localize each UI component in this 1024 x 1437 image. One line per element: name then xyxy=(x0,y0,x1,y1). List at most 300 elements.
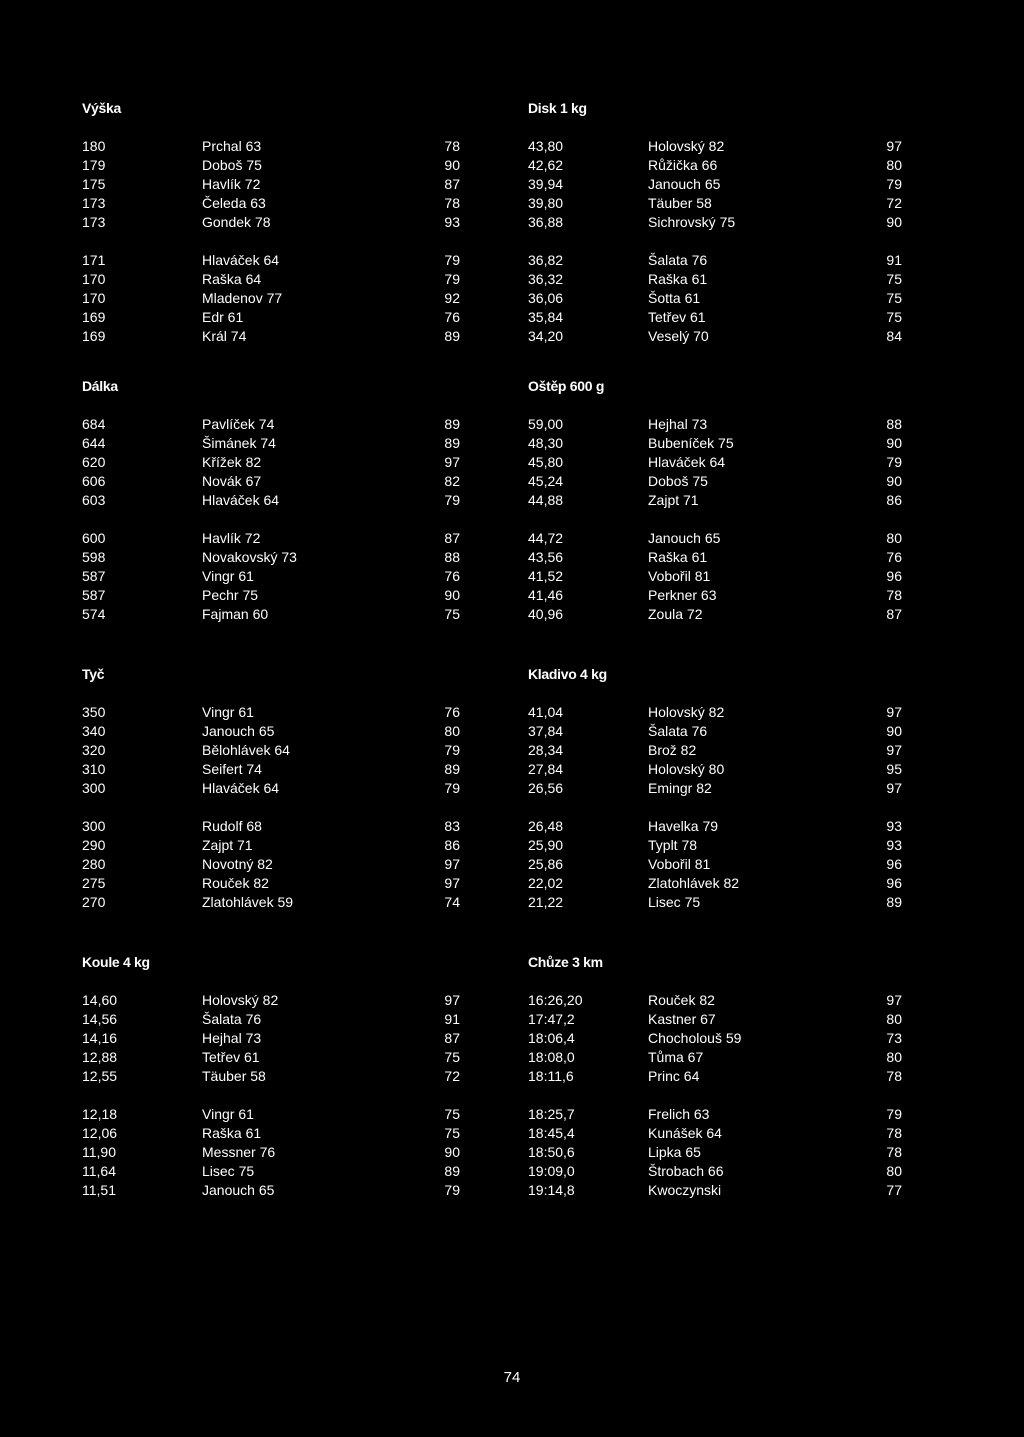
athlete-name: Pavlíček 74 xyxy=(202,416,275,432)
athlete-name: Janouch 65 xyxy=(648,176,721,192)
year: 80 xyxy=(886,157,902,173)
result-row xyxy=(528,567,902,586)
athlete-name: Vingr 61 xyxy=(202,704,254,720)
result-row xyxy=(82,855,460,874)
result-row xyxy=(82,251,460,270)
result-row xyxy=(528,722,902,741)
result-value: 26,48 xyxy=(528,818,564,834)
result-value: 43,80 xyxy=(528,138,564,154)
year: 75 xyxy=(444,1125,460,1141)
result-row xyxy=(82,156,460,175)
result-value: 25,90 xyxy=(528,837,564,853)
athlete-name: Zlatohlávek 59 xyxy=(202,894,294,910)
year: 97 xyxy=(886,704,902,720)
year: 87 xyxy=(886,606,902,622)
athlete-name: Fajman 60 xyxy=(202,606,269,622)
year: 79 xyxy=(444,252,460,268)
result-value: 25,86 xyxy=(528,856,564,872)
result-row xyxy=(528,137,902,156)
year: 80 xyxy=(886,1011,902,1027)
result-row xyxy=(82,1124,460,1143)
year: 97 xyxy=(886,742,902,758)
result-row xyxy=(528,779,902,798)
section-title: Dálka xyxy=(82,378,118,394)
result-row xyxy=(82,472,460,491)
result-row xyxy=(528,251,902,270)
result-value: 41,46 xyxy=(528,587,564,603)
athlete-name: Rouček 82 xyxy=(202,875,269,891)
athlete-name: Křížek 82 xyxy=(202,454,262,470)
athlete-name: Novák 67 xyxy=(202,473,262,489)
result-value: 18:11,6 xyxy=(528,1068,574,1084)
athlete-name: Holovský 80 xyxy=(648,761,725,777)
result-value: 36,32 xyxy=(528,271,564,287)
year: 78 xyxy=(886,1068,902,1084)
year: 89 xyxy=(444,328,460,344)
result-value: 27,84 xyxy=(528,761,564,777)
result-row xyxy=(528,548,902,567)
athlete-name: Doboš 75 xyxy=(648,473,708,489)
athlete-name: Havelka 79 xyxy=(648,818,719,834)
result-row xyxy=(528,703,902,722)
section-title: Tyč xyxy=(82,666,105,682)
result-value: 36,06 xyxy=(528,290,564,306)
athlete-name: Lisec 75 xyxy=(648,894,701,910)
result-row xyxy=(82,453,460,472)
result-row xyxy=(82,741,460,760)
athlete-name: Raška 61 xyxy=(648,549,708,565)
year: 77 xyxy=(886,1182,902,1198)
athlete-name: Janouch 65 xyxy=(202,1182,275,1198)
result-value: 173 xyxy=(82,214,106,230)
result-row xyxy=(528,175,902,194)
year: 75 xyxy=(444,606,460,622)
result-value: 45,24 xyxy=(528,473,564,489)
result-value: 169 xyxy=(82,309,106,325)
athlete-name: Rudolf 68 xyxy=(202,818,262,834)
result-value: 22,02 xyxy=(528,875,564,891)
year: 93 xyxy=(886,837,902,853)
athlete-name: Bělohlávek 64 xyxy=(202,742,290,758)
year: 90 xyxy=(886,435,902,451)
athlete-name: Vingr 61 xyxy=(202,568,254,584)
result-row xyxy=(82,779,460,798)
year: 97 xyxy=(444,992,460,1008)
year: 75 xyxy=(444,1049,460,1065)
result-row xyxy=(528,874,902,893)
result-row xyxy=(82,836,460,855)
year: 89 xyxy=(886,894,902,910)
result-value: 280 xyxy=(82,856,106,872)
athlete-name: Täuber 58 xyxy=(202,1068,266,1084)
result-value: 18:08,0 xyxy=(528,1049,575,1065)
result-row xyxy=(528,1124,902,1143)
athlete-name: Gondek 78 xyxy=(202,214,271,230)
result-row xyxy=(528,836,902,855)
year: 75 xyxy=(444,1106,460,1122)
result-value: 11,64 xyxy=(82,1163,116,1179)
result-row xyxy=(528,194,902,213)
year: 89 xyxy=(444,416,460,432)
year: 80 xyxy=(886,530,902,546)
athlete-name: Havlík 72 xyxy=(202,176,261,192)
result-row xyxy=(528,289,902,308)
result-row xyxy=(528,817,902,836)
year: 86 xyxy=(886,492,902,508)
result-row xyxy=(82,137,460,156)
athlete-name: Havlík 72 xyxy=(202,530,261,546)
result-row xyxy=(82,567,460,586)
result-row xyxy=(528,453,902,472)
result-row xyxy=(82,194,460,213)
year: 90 xyxy=(444,157,460,173)
athlete-name: Messner 76 xyxy=(202,1144,276,1160)
result-row xyxy=(82,308,460,327)
year: 90 xyxy=(886,473,902,489)
result-row xyxy=(82,760,460,779)
athlete-name: Typlt 78 xyxy=(648,837,698,853)
result-value: 600 xyxy=(82,530,106,546)
result-row xyxy=(82,874,460,893)
result-value: 290 xyxy=(82,837,106,853)
athlete-name: Vobořil 81 xyxy=(648,856,711,872)
year: 79 xyxy=(886,1106,902,1122)
athlete-name: Raška 61 xyxy=(202,1125,262,1141)
athlete-name: Kwoczynski xyxy=(648,1182,722,1198)
result-value: 170 xyxy=(82,271,106,287)
year: 78 xyxy=(886,587,902,603)
athlete-name: Janouch 65 xyxy=(202,723,275,739)
result-row xyxy=(82,1029,460,1048)
result-value: 275 xyxy=(82,875,106,891)
result-value: 42,62 xyxy=(528,157,564,173)
section-title: Koule 4 kg xyxy=(82,954,150,970)
year: 89 xyxy=(444,435,460,451)
athlete-name: Emingr 82 xyxy=(648,780,712,796)
result-value: 35,84 xyxy=(528,309,564,325)
result-row xyxy=(528,327,902,346)
year: 75 xyxy=(886,309,902,325)
year: 75 xyxy=(886,271,902,287)
year: 96 xyxy=(886,875,902,891)
result-value: 12,55 xyxy=(82,1068,118,1084)
athlete-name: Pechr 75 xyxy=(202,587,259,603)
result-row xyxy=(82,548,460,567)
result-row xyxy=(82,270,460,289)
year: 92 xyxy=(444,290,460,306)
year: 96 xyxy=(886,856,902,872)
athlete-name: Chocholouš 59 xyxy=(648,1030,742,1046)
athlete-name: Bubeníček 75 xyxy=(648,435,734,451)
year: 97 xyxy=(886,138,902,154)
result-value: 684 xyxy=(82,416,106,432)
year: 76 xyxy=(886,549,902,565)
result-row xyxy=(82,289,460,308)
result-row xyxy=(528,991,902,1010)
athlete-name: Zajpt 71 xyxy=(202,837,253,853)
result-value: 340 xyxy=(82,723,106,739)
athlete-name: Edr 61 xyxy=(202,309,244,325)
result-row xyxy=(82,1143,460,1162)
result-value: 173 xyxy=(82,195,106,211)
year: 88 xyxy=(444,549,460,565)
athlete-name: Tetřev 61 xyxy=(202,1049,260,1065)
result-value: 620 xyxy=(82,454,106,470)
result-row xyxy=(528,855,902,874)
athlete-name: Čeleda 63 xyxy=(202,195,266,211)
result-value: 17:47,2 xyxy=(528,1011,575,1027)
year: 97 xyxy=(886,992,902,1008)
result-value: 36,88 xyxy=(528,214,564,230)
year: 76 xyxy=(444,568,460,584)
athlete-name: Princ 64 xyxy=(648,1068,700,1084)
result-row xyxy=(528,605,902,624)
year: 78 xyxy=(886,1144,902,1160)
athlete-name: Šotta 61 xyxy=(648,290,701,306)
section-title: Chůze 3 km xyxy=(528,954,603,970)
result-row xyxy=(528,156,902,175)
result-row xyxy=(82,703,460,722)
year: 79 xyxy=(444,492,460,508)
result-value: 587 xyxy=(82,587,106,603)
result-value: 19:09,0 xyxy=(528,1163,575,1179)
result-value: 169 xyxy=(82,328,106,344)
athlete-name: Prchal 63 xyxy=(202,138,262,154)
athlete-name: Novakovský 73 xyxy=(202,549,297,565)
result-value: 175 xyxy=(82,176,106,192)
athlete-name: Růžička 66 xyxy=(648,157,718,173)
result-value: 300 xyxy=(82,818,106,834)
year: 78 xyxy=(444,195,460,211)
result-value: 44,88 xyxy=(528,492,564,508)
year: 93 xyxy=(444,214,460,230)
athlete-name: Vingr 61 xyxy=(202,1106,254,1122)
athlete-name: Šimánek 74 xyxy=(202,435,276,451)
result-value: 39,80 xyxy=(528,195,564,211)
year: 90 xyxy=(886,723,902,739)
year: 86 xyxy=(444,837,460,853)
result-row xyxy=(528,308,902,327)
result-value: 11,90 xyxy=(82,1144,116,1160)
year: 88 xyxy=(886,416,902,432)
athlete-name: Zoula 72 xyxy=(648,606,703,622)
athlete-name: Brož 82 xyxy=(648,742,697,758)
result-row xyxy=(528,491,902,510)
result-value: 43,56 xyxy=(528,549,564,565)
result-row xyxy=(528,434,902,453)
result-row xyxy=(528,1010,902,1029)
section-title: Výška xyxy=(82,100,121,116)
year: 89 xyxy=(444,1163,460,1179)
result-value: 170 xyxy=(82,290,106,306)
result-value: 574 xyxy=(82,606,106,622)
year: 87 xyxy=(444,176,460,192)
year: 80 xyxy=(886,1163,902,1179)
year: 76 xyxy=(444,309,460,325)
athlete-name: Vobořil 81 xyxy=(648,568,711,584)
year: 80 xyxy=(444,723,460,739)
result-value: 171 xyxy=(82,252,106,268)
year: 84 xyxy=(886,328,902,344)
athlete-name: Holovský 82 xyxy=(648,704,725,720)
section-title: Oštěp 600 g xyxy=(528,378,605,394)
result-row xyxy=(528,415,902,434)
result-value: 39,94 xyxy=(528,176,564,192)
result-row xyxy=(82,722,460,741)
year: 95 xyxy=(886,761,902,777)
result-row xyxy=(528,1048,902,1067)
year: 87 xyxy=(444,1030,460,1046)
athlete-name: Holovský 82 xyxy=(648,138,725,154)
year: 93 xyxy=(886,818,902,834)
result-row xyxy=(82,434,460,453)
page-number: 74 xyxy=(503,1369,521,1386)
year: 79 xyxy=(886,454,902,470)
athlete-name: Hejhal 73 xyxy=(648,416,708,432)
year: 72 xyxy=(886,195,902,211)
athlete-name: Rouček 82 xyxy=(648,992,715,1008)
year: 79 xyxy=(444,780,460,796)
result-value: 19:14,8 xyxy=(528,1182,575,1198)
result-value: 59,00 xyxy=(528,416,564,432)
year: 90 xyxy=(886,214,902,230)
athlete-name: Hlaváček 64 xyxy=(648,454,726,470)
athlete-name: Lipka 65 xyxy=(648,1144,701,1160)
result-row xyxy=(528,1143,902,1162)
athlete-name: Mladenov 77 xyxy=(202,290,283,306)
result-value: 12,18 xyxy=(82,1106,118,1122)
result-value: 180 xyxy=(82,138,106,154)
result-row xyxy=(528,1067,902,1086)
result-value: 12,88 xyxy=(82,1049,118,1065)
athlete-name: Šalata 76 xyxy=(648,723,708,739)
year: 97 xyxy=(444,875,460,891)
result-value: 44,72 xyxy=(528,530,564,546)
result-value: 14,56 xyxy=(82,1011,118,1027)
result-value: 11,51 xyxy=(82,1182,116,1198)
result-row xyxy=(82,213,460,232)
result-value: 310 xyxy=(82,761,106,777)
result-row xyxy=(82,605,460,624)
athlete-name: Raška 64 xyxy=(202,271,262,287)
result-row xyxy=(82,1105,460,1124)
result-row xyxy=(528,472,902,491)
result-value: 14,60 xyxy=(82,992,118,1008)
year: 91 xyxy=(886,252,902,268)
athlete-name: Hlaváček 64 xyxy=(202,252,280,268)
result-value: 36,82 xyxy=(528,252,564,268)
result-row xyxy=(528,213,902,232)
athlete-name: Hlaváček 64 xyxy=(202,492,280,508)
result-row xyxy=(528,893,902,912)
result-value: 18:50,6 xyxy=(528,1144,575,1160)
athlete-name: Král 74 xyxy=(202,328,247,344)
result-value: 603 xyxy=(82,492,106,508)
athlete-name: Tetřev 61 xyxy=(648,309,706,325)
athlete-name: Kunášek 64 xyxy=(648,1125,722,1141)
result-row xyxy=(528,1181,902,1200)
result-row xyxy=(82,893,460,912)
result-value: 26,56 xyxy=(528,780,564,796)
year: 97 xyxy=(444,454,460,470)
result-value: 270 xyxy=(82,894,106,910)
year: 83 xyxy=(444,818,460,834)
result-value: 300 xyxy=(82,780,106,796)
result-value: 18:06,4 xyxy=(528,1030,575,1046)
result-value: 48,30 xyxy=(528,435,564,451)
year: 97 xyxy=(444,856,460,872)
result-row xyxy=(82,991,460,1010)
athlete-name: Holovský 82 xyxy=(202,992,279,1008)
year: 79 xyxy=(444,1182,460,1198)
result-value: 179 xyxy=(82,157,106,173)
year: 72 xyxy=(444,1068,460,1084)
result-row xyxy=(82,491,460,510)
year: 75 xyxy=(886,290,902,306)
result-row xyxy=(528,741,902,760)
result-value: 12,06 xyxy=(82,1125,118,1141)
result-value: 18:45,4 xyxy=(528,1125,575,1141)
result-value: 45,80 xyxy=(528,454,564,470)
result-value: 28,34 xyxy=(528,742,564,758)
result-value: 644 xyxy=(82,435,106,451)
athlete-name: Doboš 75 xyxy=(202,157,262,173)
result-value: 41,52 xyxy=(528,568,564,584)
year: 82 xyxy=(444,473,460,489)
year: 78 xyxy=(444,138,460,154)
athlete-name: Tůma 67 xyxy=(648,1049,704,1065)
result-row xyxy=(528,1105,902,1124)
result-value: 320 xyxy=(82,742,106,758)
result-row xyxy=(82,327,460,346)
athlete-name: Lisec 75 xyxy=(202,1163,255,1179)
year: 79 xyxy=(444,742,460,758)
result-value: 40,96 xyxy=(528,606,564,622)
result-value: 21,22 xyxy=(528,894,564,910)
year: 76 xyxy=(444,704,460,720)
result-row xyxy=(82,1048,460,1067)
athlete-name: Šalata 76 xyxy=(648,252,708,268)
athlete-name: Novotný 82 xyxy=(202,856,273,872)
year: 80 xyxy=(886,1049,902,1065)
result-row xyxy=(82,1067,460,1086)
result-row xyxy=(528,529,902,548)
year: 74 xyxy=(444,894,460,910)
year: 96 xyxy=(886,568,902,584)
athlete-name: Zajpt 71 xyxy=(648,492,699,508)
result-row xyxy=(528,586,902,605)
result-value: 598 xyxy=(82,549,106,565)
result-row xyxy=(82,1010,460,1029)
result-row xyxy=(82,1181,460,1200)
athlete-name: Täuber 58 xyxy=(648,195,712,211)
athlete-name: Kastner 67 xyxy=(648,1011,716,1027)
year: 97 xyxy=(886,780,902,796)
athlete-name: Perkner 63 xyxy=(648,587,717,603)
result-value: 16:26,20 xyxy=(528,992,583,1008)
result-value: 606 xyxy=(82,473,106,489)
result-row xyxy=(528,270,902,289)
athlete-name: Frelich 63 xyxy=(648,1106,710,1122)
athlete-name: Seifert 74 xyxy=(202,761,262,777)
result-value: 41,04 xyxy=(528,704,564,720)
result-value: 14,16 xyxy=(82,1030,118,1046)
result-row xyxy=(528,1162,902,1181)
result-value: 37,84 xyxy=(528,723,564,739)
result-row xyxy=(82,817,460,836)
section-title: Disk 1 kg xyxy=(528,100,587,116)
year: 91 xyxy=(444,1011,460,1027)
